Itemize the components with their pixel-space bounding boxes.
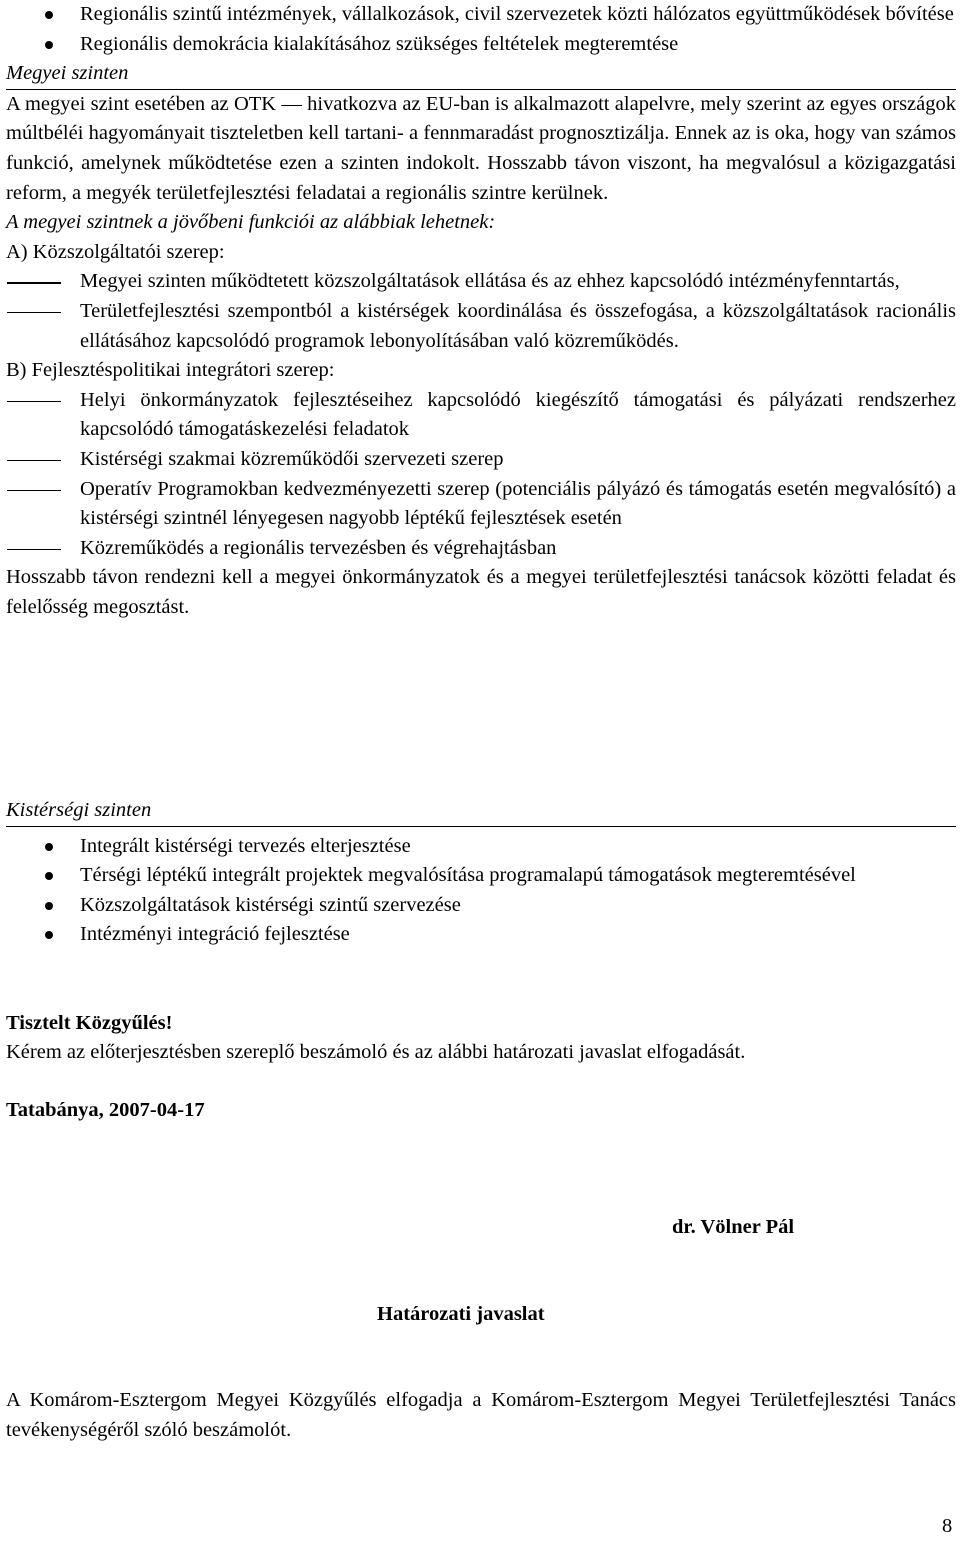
list-item: Helyi önkormányzatok fejlesztéseihez kapcsolódó kiegészítő támogatási és pályázati rendszerhez kapcsolódó támogatáskezelési feladatok [6,386,956,445]
list-item: Kistérségi szakmai közreműködői szervezeti szerep [6,445,956,475]
role-a-heading: A) Közszolgáltatói szerep: [6,240,225,263]
section-heading-megyei: Megyei szinten [6,59,956,90]
functions-intro: A megyei szintnek a jövőbeni funkciói az alábbiak lehetnek: [6,211,496,234]
list-item: Közreműködés a regionális tervezésben és végrehajtásban [6,534,956,564]
list-item: Térségi léptékű integrált projektek megvalósítása programalapú támogatások megteremtésével [6,861,956,891]
list-item: Területfejlesztési szempontból a kistérségek koordinálása és összefogása, a közszolgáltatások racionális ellátásához kapcsolódó programok lebonyolításában való közreműködés. [6,297,956,356]
request-text: Kérem az előterjesztésben szereplő beszámoló és az alábbi határozati javaslat elfogadását. [6,1041,746,1063]
list-item: Regionális szintű intézmények, vállalkozások, civil szervezetek közti hálózatos együttműködések bővítése [6,0,956,30]
role-b-heading: B) Fejlesztéspolitikai integrátori szerep: [6,359,335,382]
top-bullet-list [6,0,956,622]
list-item: Operatív Programokban kedvezményezetti szerep (potenciális pályázó és támogatás esetén megvalósító) a kistérségi szintnél lényegesen nagyobb léptékű fejlesztések esetén [6,475,956,534]
place-date: Tatabánya, 2007-04-17 [6,1099,205,1121]
paragraph-megyei-closing: Hosszabb távon rendezni kell a megyei önkormányzatok és a megyei területfejlesztési tanácsok közötti feladat és felelősség megosztást. [6,566,956,618]
resolution-text: A Komárom-Esztergom Megyei Közgyűlés elfogadja a Komárom-Esztergom Megyei Területfejlesztési Tanács tevékenységéről szóló beszámolót. [6,1389,956,1441]
salutation: Tisztelt Közgyűlés! [6,1012,173,1034]
paragraph-megyei-intro: A megyei szint esetében az OTK ― hivatkozva az EU-ban is alkalmazott alapelvre, mely szerint az egyes országok múltbéléi hagyományait tiszteletben kell tartani- a fennmaradást prognosztizálja. Ennek az is oka, hogy van számos funkció, amelynek működtetése ezen a szinten indokolt. Hosszabb távon viszont, ha megvalósul a közigazgatási reform, a megyék területfejlesztési feladatai a regionális szintre kerülnek. [6,92,956,204]
signatory-name: dr. Völner Pál [672,1216,795,1238]
resolution-title: Határozati javaslat [377,1303,545,1325]
list-item: Megyei szinten működtetett közszolgáltatások ellátása és az ehhez kapcsolódó intézményfenntartás, [6,267,956,297]
list-item: Közszolgáltatások kistérségi szintű szervezése [6,891,956,921]
list-item: Intézményi integráció fejlesztése [6,920,956,950]
list-item: Regionális demokrácia kialakításához szükséges feltételek megteremtése [6,30,956,60]
list-item: Integrált kistérségi tervezés elterjesztése [6,832,956,862]
page-number: 8 [942,1515,953,1537]
section-heading-kisterseg: Kistérségi szinten [6,796,956,827]
kisterseg-section [6,796,956,950]
